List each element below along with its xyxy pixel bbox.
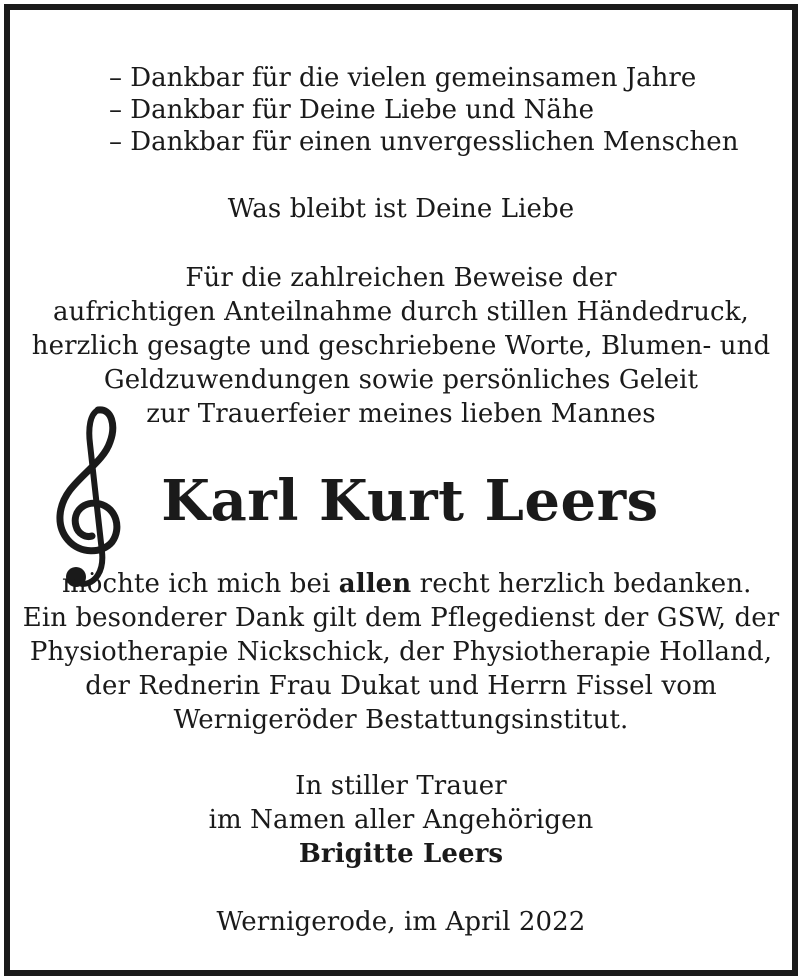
emphasis-all: allen <box>338 569 412 599</box>
intro-line-2: aufrichtigen Anteilnahme durch stillen Händedruck, <box>53 297 749 327</box>
obituary-notice <box>4 4 798 976</box>
thanks-sentence-end: recht herzlich bedanken. <box>411 569 752 599</box>
special-thanks-line-1: Ein besonderer Dank gilt dem Pflegedienst der GSW, der <box>22 603 780 633</box>
place-date: Wernigerode, im April 2022 <box>216 907 586 937</box>
intro-line-3: herzlich gesagte und geschriebene Worte, Blumen- und <box>31 331 771 361</box>
mourning-line-1: In stiller Trauer <box>295 771 507 801</box>
special-thanks-line-4: Wernigeröder Bestattungsinstitut. <box>173 705 629 735</box>
deceased-name: Karl Kurt Leers <box>161 468 659 534</box>
thanks-line-1: – Dankbar für die vielen gemeinsamen Jahre <box>109 63 697 93</box>
intro-line-4: Geldzuwendungen sowie persönliches Geleit <box>103 365 699 395</box>
motto: Was bleibt ist Deine Liebe <box>227 194 575 224</box>
intro-line-1: Für die zahlreichen Beweise der <box>185 263 617 293</box>
intro-line-5: zur Trauerfeier meines lieben Mannes <box>146 399 656 429</box>
thanks-sentence <box>62 568 751 600</box>
treble-clef-icon <box>50 402 128 594</box>
mourning-line-2: im Namen aller Angehörigen <box>208 805 594 835</box>
thanks-sentence-start: möchte ich mich bei <box>62 569 339 599</box>
thanks-line-2: – Dankbar für Deine Liebe und Nähe <box>109 95 594 125</box>
signatory: Brigitte Leers <box>298 839 504 869</box>
special-thanks-line-2: Physiotherapie Nickschick, der Physiotherapie Holland, <box>29 637 773 667</box>
special-thanks-line-3: der Rednerin Frau Dukat und Herrn Fissel vom <box>85 671 717 701</box>
thanks-line-3: – Dankbar für einen unvergesslichen Menschen <box>109 127 739 157</box>
